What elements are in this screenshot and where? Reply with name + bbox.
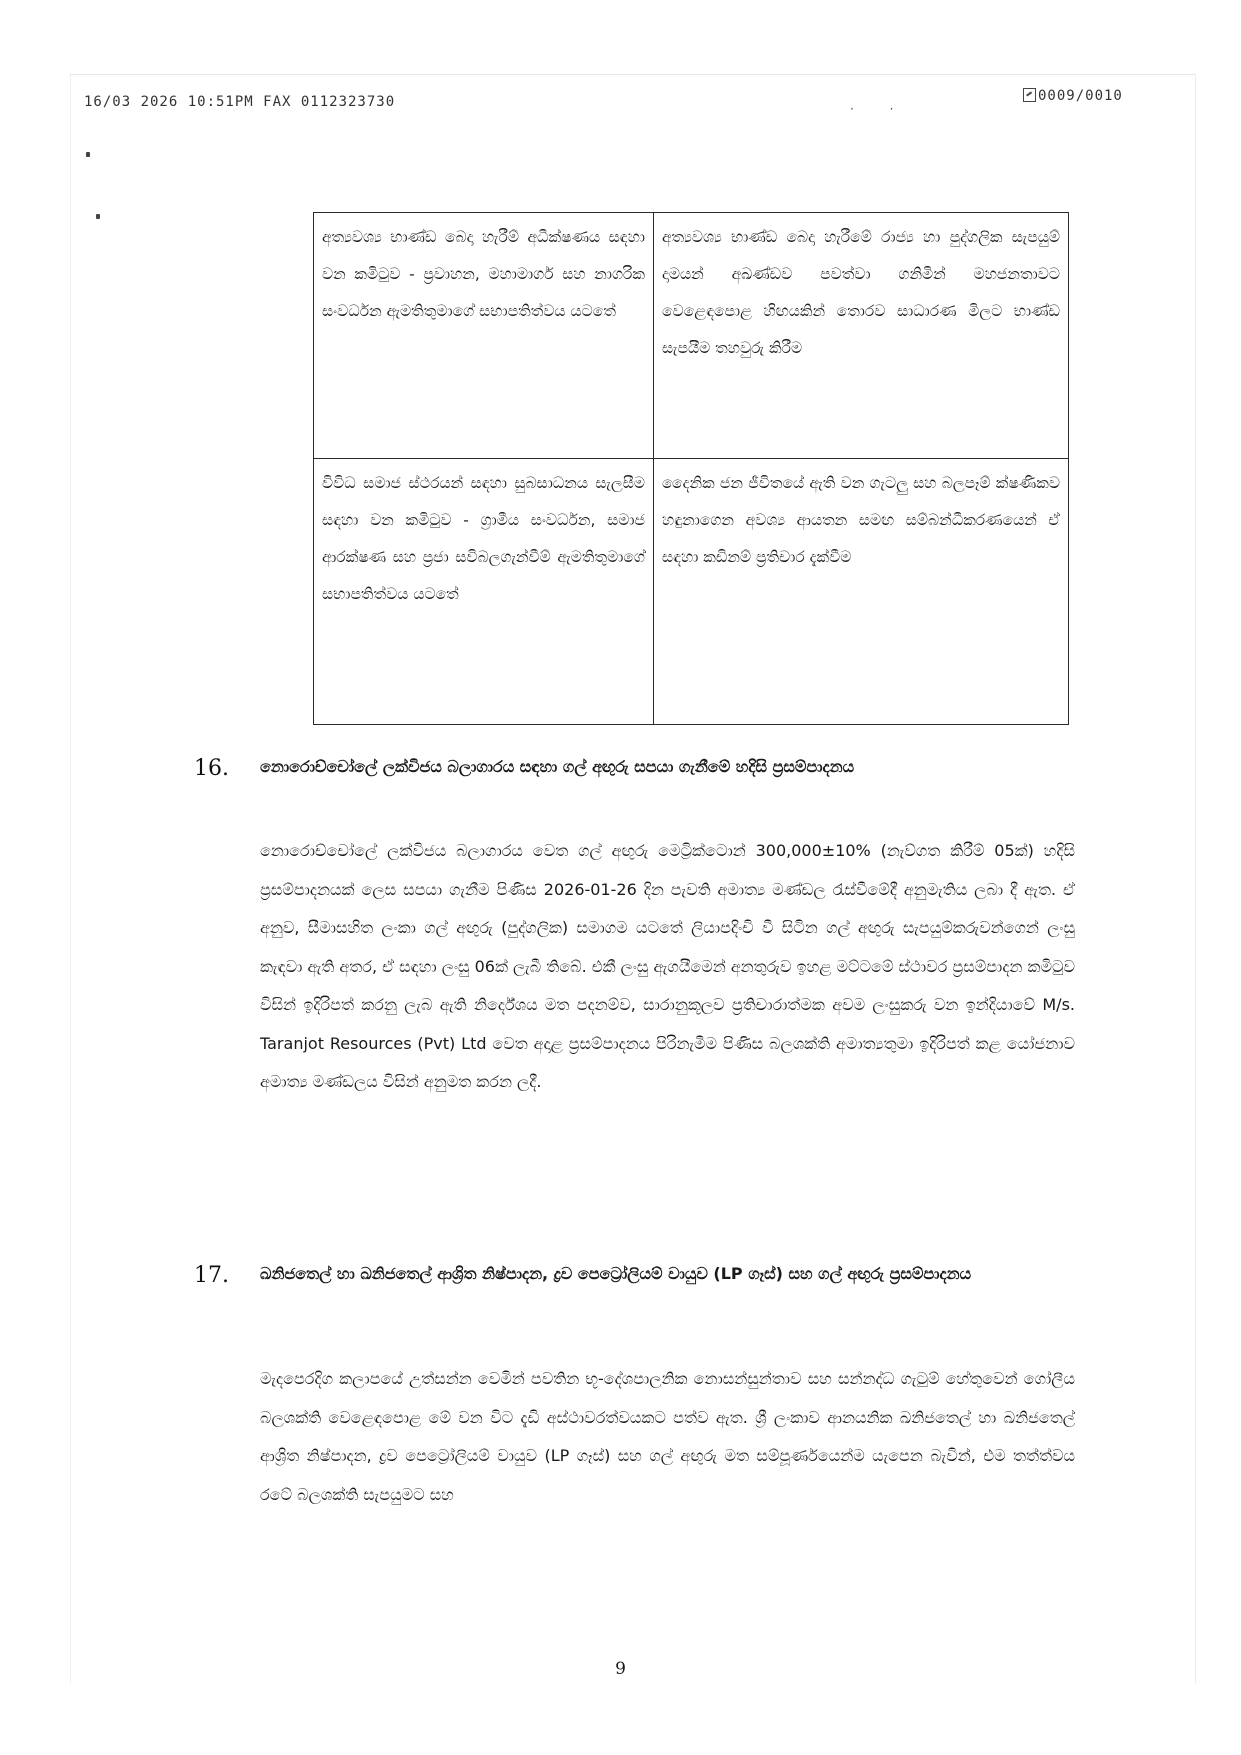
scan-edge-left	[70, 74, 71, 1684]
scan-speck	[96, 214, 100, 219]
committee-table	[313, 212, 1069, 725]
page-number: 9	[615, 1659, 626, 1679]
committee-name-cell: විවිධ සමාජ ස්ථරයන් සඳහා සුබසාධනය සැලසීම සඳහා වන කමිටුව - ග්‍රාමීය සංවර්ධන, සමාජ ආරක්ෂණ සහ ප්‍රජා සවිබලගැන්වීම් ඇමතිතුමාගේ සභාපතිත්වය යටතේ	[314, 459, 654, 725]
committee-name-cell: අත්‍යවශ්‍ය භාණ්ඩ බෙදා හැරීම් අධීක්ෂණය සඳහා වන කමිටුව - ප්‍රවාහන, මහාමාර්ග සහ නාගරික සංවර්ධන ඇමතිතුමාගේ සභාපතිත්වය යටතේ	[314, 213, 654, 459]
table-row	[314, 213, 1069, 459]
item-body: මැදපෙරදිග කලාපයේ උත්සන්න වෙමින් පවතින භූ-දේශපාලනික නොසන්සුන්තාව සහ සන්නද්ධ ගැටුම් හේතුවෙන් ගෝලීය බලශක්ති වෙළෙඳපොළ මේ වන විට දැඩි අස්ථාවරත්වයකට පත්ව ඇත. ශ්‍රී ලංකාව ආනයනික ඛනිජතෙල් හා ඛනිජතෙල් ආශ්‍රිත නිෂ්පාදන, ද්‍රව පෙට්‍රෝලියම් වායුව (LP ගෑස්) සහ ගල් අඟුරු මත සම්පූර්ණයෙන්ම යැපෙන බැවින්, එම තත්ත්වය රටේ බලශක්ති සැපයුමට සහ	[260, 1369, 1075, 1504]
item-title: ඛනිජතෙල් හා ඛනිජතෙල් ආශ්‍රිත නිෂ්පාදන, ද්‍රව පෙට්‍රෝලියම් වායුව (LP ගෑස්) සහ ගල් අඟුරු ප්‍රසම්පාදනය	[260, 1264, 972, 1283]
fax-page-counter	[1023, 88, 1123, 104]
scan-edge-top	[70, 74, 1196, 75]
table-row	[314, 459, 1069, 725]
committee-purpose-cell: අත්‍යවශ්‍ය භාණ්ඩ බෙදා හැරීමේ රාජ්‍ය හා පුද්ගලික සැපයුම් දාමයන් අඛණ්ඩව පවත්වා ගනිමින් මහජනතාවට වෙළෙඳපොළ හිඟයකින් තොරව සාධාරණ මිලට භාණ්ඩ සැපයීම තහවුරු කිරීම	[654, 213, 1069, 459]
fax-header: 16/03 2026 10:51PM FAX 0112323730	[84, 94, 396, 110]
scan-edge-right	[1195, 74, 1196, 1684]
fax-page-number: 0009/0010	[1038, 88, 1123, 104]
fax-checkbox-icon	[1023, 88, 1036, 102]
item-number: 17.	[194, 1263, 229, 1288]
item-title: නොරොච්චෝලේ ලක්විජය බලාගාරය සඳහා ගල් අඟුරු සපයා ගැනීමේ හදිසි ප්‍රසම්පාදනය	[260, 757, 855, 776]
scan-speck	[86, 152, 90, 157]
item-number: 16.	[194, 756, 229, 781]
committee-purpose-cell: දෛනික ජන ජීවිතයේ ඇති වන ගැටලු සහ බලපෑම් ක්ෂණිකව හඳුනාගෙන අවශ්‍ය ආයතන සමඟ සම්බන්ධීකරණයෙන් ඒ සඳහා කඩිනම් ප්‍රතිචාර දැක්වීම	[654, 459, 1069, 725]
scan-dots: · ·	[850, 102, 910, 116]
item-body: නොරොච්චෝලේ ලක්විජය බලාගාරය වෙත ගල් අඟුරු මෙට්‍රික්ටොන් 300,000±10% (නැව්ගත කිරීම් 05ක්) හදිසි ප්‍රසම්පාදනයක් ලෙස සපයා ගැනීම පිණිස 2026-01-26 දින පැවති අමාත්‍ය මණ්ඩල රැස්වීමේදී අනුමැතිය ලබා දී ඇත. ඒ අනුව, සීමාසහිත ලංකා ගල් අඟුරු (පුද්ගලික) සමාගම යටතේ ලියාපදිංචි වී සිටින ගල් අඟුරු සැපයුම්කරුවන්ගෙන් ලංසු කැඳවා ඇති අතර, ඒ සඳහා ලංසු 06ක් ලැබී තිබේ. එකී ලංසු ඇගයීමෙන් අනතුරුව ඉහළ මට්ටමේ ස්ථාවර ප්‍රසම්පාදන කමිටුව විසින් ඉදිරිපත් කරනු ලැබ ඇති නිර්දේශය මත පදනම්ව, සාරානුකූලව ප්‍රතිචාරාත්මක අවම ලංසුකරු වන ඉන්දියාවේ M/s. Taranjot Resources (Pvt) Ltd වෙත අදාළ ප්‍රසම්පාදනය පිරිනැමීම පිණිස බලශක්ති අමාත්‍යතුමා ඉදිරිපත් කළ යෝජනාව අමාත්‍ය මණ්ඩලය විසින් අනුමත කරන ලදී.	[260, 841, 1076, 1091]
